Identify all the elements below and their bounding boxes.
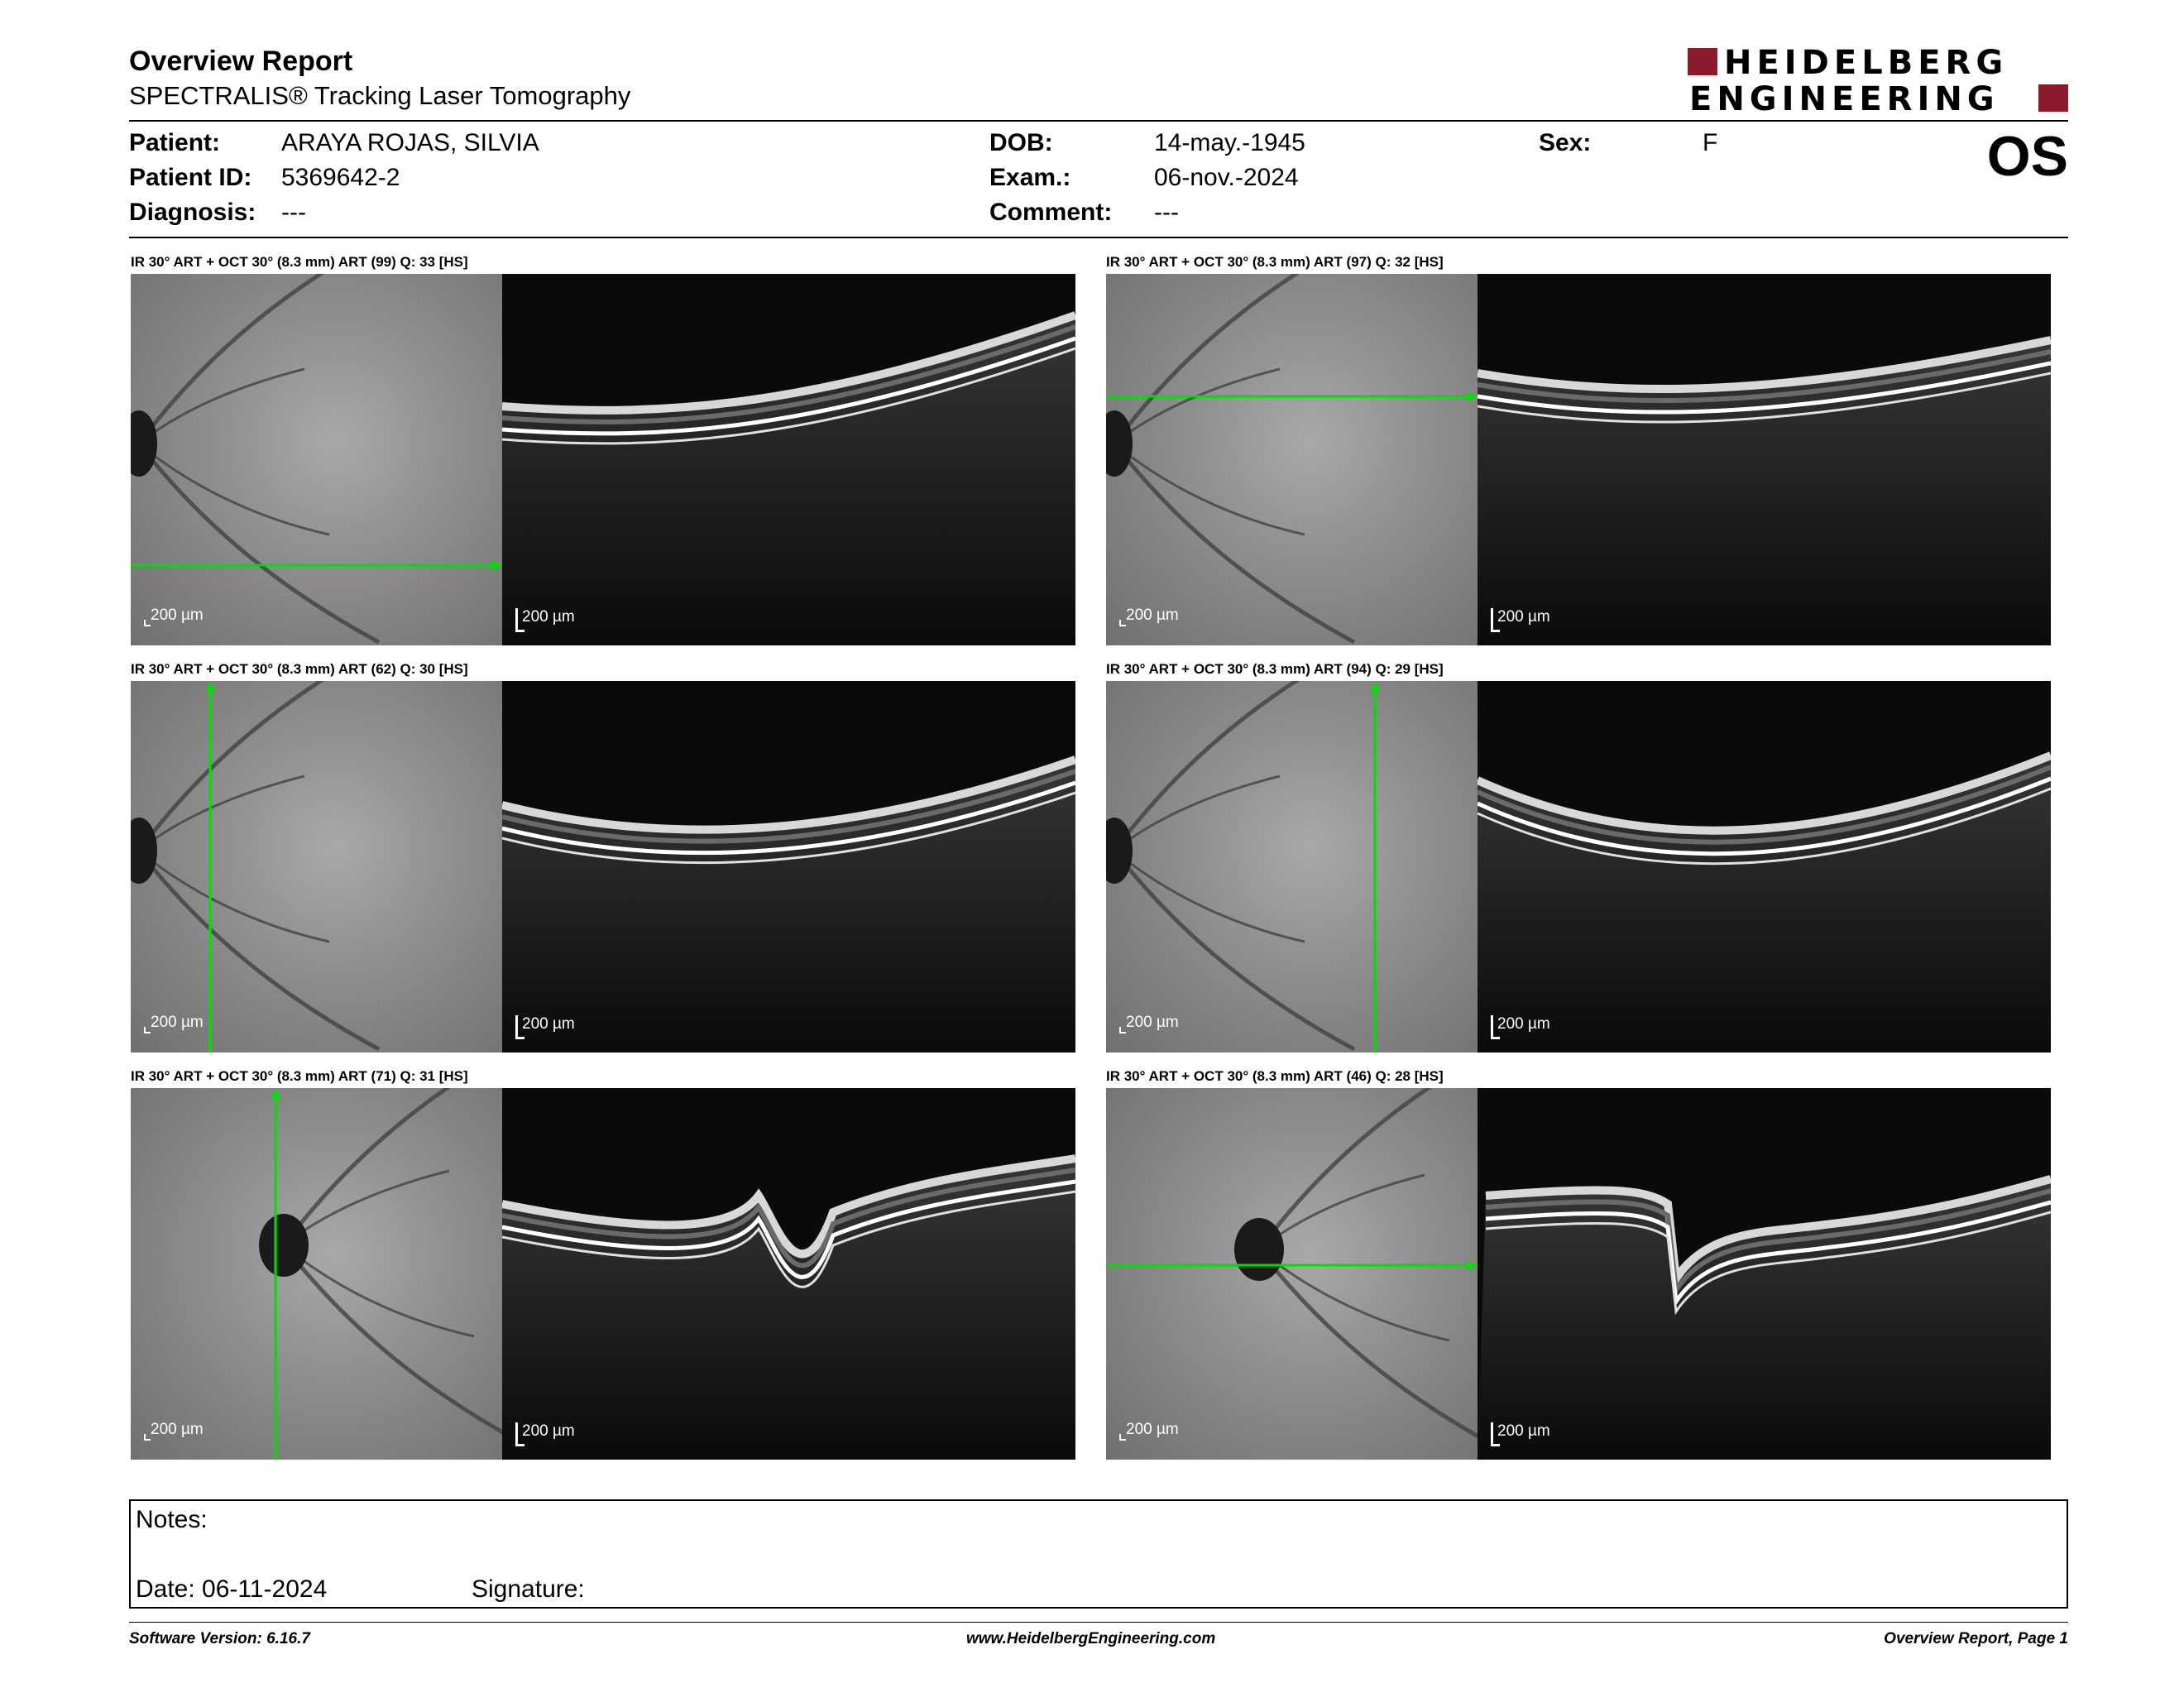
info-rule (129, 237, 2068, 238)
header-rule (129, 120, 2068, 122)
scan-panel (131, 681, 1075, 1053)
scale-bar-icon (1119, 620, 1126, 626)
sex-value: F (1703, 129, 1718, 156)
oct-bscan-image (1478, 274, 2051, 645)
oct-scale-label: 200 µm (522, 1015, 575, 1033)
oct-bscan-image (1478, 1088, 2051, 1460)
scan-panel (1106, 1088, 2051, 1460)
fundus-scale-label: 200 µm (1126, 1014, 1179, 1031)
patient-label: Patient: (129, 129, 221, 156)
scale-bar-icon (144, 1434, 151, 1441)
comment-value: --- (1154, 199, 1179, 226)
scan-label: IR 30° ART + OCT 30° (8.3 mm) ART (46) Q: 28 [HS] (1106, 1068, 1444, 1084)
notes-box (129, 1499, 2068, 1609)
oct-scale-label: 200 µm (522, 1422, 575, 1440)
fundus-scale-label: 200 µm (151, 1421, 204, 1438)
logo-line2: ENGINEERING (1689, 80, 2000, 118)
scale-bar-icon (144, 1027, 151, 1033)
fundus-image (1106, 274, 1478, 645)
fundus-image (131, 681, 502, 1053)
scan-label: IR 30° ART + OCT 30° (8.3 mm) ART (71) Q: 31 [HS] (131, 1068, 468, 1084)
patient-id-label: Patient ID: (129, 164, 252, 191)
oct-bscan-image (502, 681, 1075, 1053)
heidelberg-logo (1688, 46, 2068, 117)
exam-value: 06-nov.-2024 (1154, 164, 1299, 191)
fundus-scale-label: 200 µm (1126, 607, 1179, 624)
oct-bscan-image (502, 1088, 1075, 1460)
logo-square-icon (2038, 84, 2068, 112)
scan-panel (131, 1088, 1075, 1460)
scan-panel (1106, 274, 2051, 645)
scan-panel (131, 274, 1075, 645)
scan-label: IR 30° ART + OCT 30° (8.3 mm) ART (99) Q: 33 [HS] (131, 254, 468, 270)
diagnosis-label: Diagnosis: (129, 199, 256, 226)
page-number: Overview Report, Page 1 (1884, 1630, 2068, 1647)
fundus-image (1106, 681, 1478, 1053)
report-subtitle: SPECTRALIS® Tracking Laser Tomography (129, 81, 631, 110)
fundus-image (131, 1088, 502, 1460)
scan-label: IR 30° ART + OCT 30° (8.3 mm) ART (94) Q: 29 [HS] (1106, 661, 1444, 677)
footer-rule (129, 1622, 2068, 1623)
notes-label: Notes: (136, 1506, 208, 1533)
exam-label: Exam.: (989, 164, 1071, 191)
dob-label: DOB: (989, 129, 1053, 156)
fundus-scale-label: 200 µm (151, 607, 204, 624)
patient-id-value: 5369642-2 (281, 164, 400, 191)
signature-label: Signature: (472, 1575, 585, 1603)
eye-indicator: OS (1986, 125, 2068, 188)
fundus-scale-label: 200 µm (151, 1014, 204, 1031)
dob-value: 14-may.-1945 (1154, 129, 1305, 156)
report-title: Overview Report (129, 46, 353, 77)
date-label: Date: 06-11-2024 (136, 1575, 328, 1603)
oct-scale-label: 200 µm (522, 608, 575, 626)
fundus-image (1106, 1088, 1478, 1460)
oct-scale-label: 200 µm (1497, 608, 1550, 626)
logo-square-icon (1688, 48, 1717, 75)
oct-scale-label: 200 µm (1497, 1422, 1550, 1440)
logo-line1: HEIDELBERG (1724, 44, 2009, 82)
oct-bscan-image (502, 274, 1075, 645)
scan-label: IR 30° ART + OCT 30° (8.3 mm) ART (62) Q: 30 [HS] (131, 661, 468, 677)
sex-label: Sex: (1539, 129, 1592, 156)
oct-bscan-image (1478, 681, 2051, 1053)
software-version: Software Version: 6.16.7 (129, 1630, 310, 1647)
oct-scale-label: 200 µm (1497, 1015, 1550, 1033)
fundus-image (131, 274, 502, 645)
fundus-scale-label: 200 µm (1126, 1421, 1179, 1438)
scale-bar-icon (1119, 1027, 1126, 1033)
patient-value: ARAYA ROJAS, SILVIA (281, 129, 539, 156)
scan-panel (1106, 681, 2051, 1053)
website-link: www.HeidelbergEngineering.com (966, 1630, 1216, 1647)
scale-bar-icon (1119, 1434, 1126, 1441)
diagnosis-value: --- (281, 199, 306, 226)
scale-bar-icon (144, 620, 151, 626)
scan-label: IR 30° ART + OCT 30° (8.3 mm) ART (97) Q: 32 [HS] (1106, 254, 1444, 270)
comment-label: Comment: (989, 199, 1113, 226)
